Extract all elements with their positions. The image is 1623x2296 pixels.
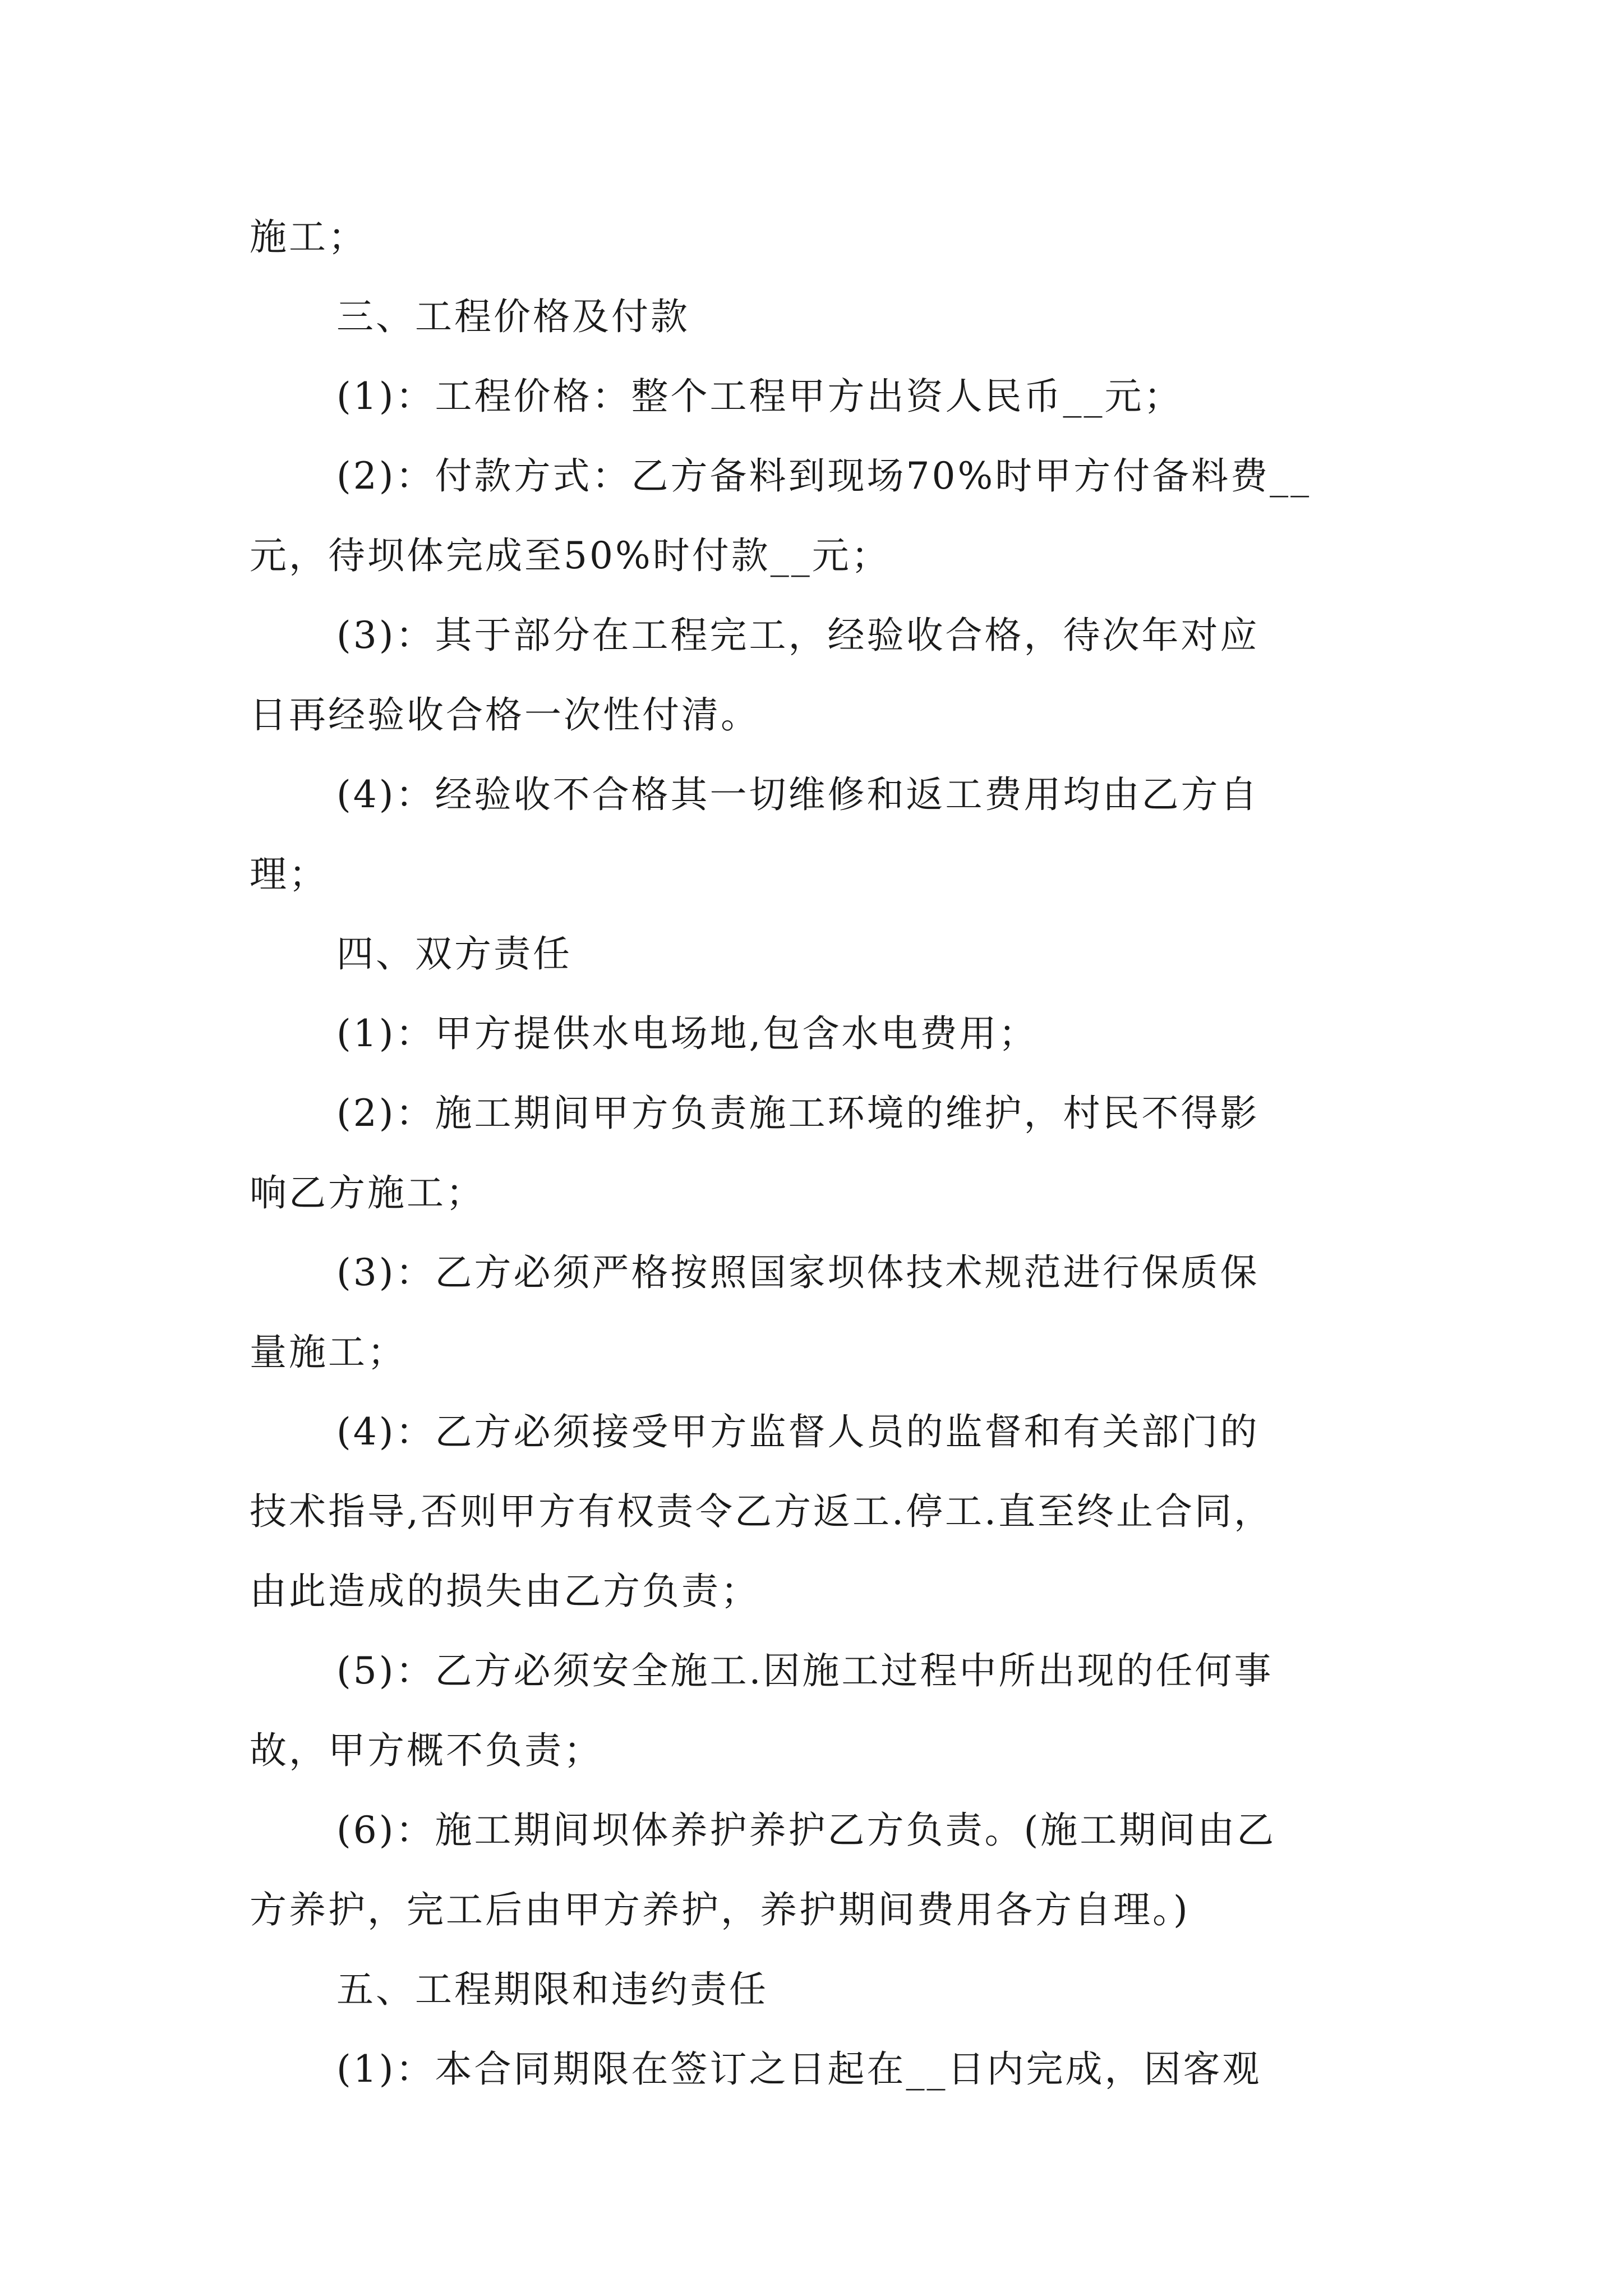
paragraph-line: (4)：经验收不合格其一切维修和返工费用均由乙方自 [336, 773, 1260, 816]
paragraph-line: 施工； [250, 215, 367, 259]
paragraph-line: (5)：乙方必须安全施工.因施工过程中所出现的任何事 [336, 1649, 1274, 1692]
paragraph-line: 技术指导,否则甲方有权责令乙方返工.停工.直至终止合同， [250, 1490, 1273, 1533]
paragraph-line: (1)：甲方提供水电场地,包含水电费用； [336, 1012, 1038, 1055]
paragraph-line: 故，甲方概不负责； [250, 1729, 603, 1772]
paragraph-line: 响乙方施工； [250, 1171, 485, 1214]
paragraph-line: (3)：乙方必须严格按照国家坝体技术规范进行保质保 [336, 1251, 1260, 1294]
paragraph-line: 方养护，完工后由甲方养护，养护期间费用各方自理。) [250, 1888, 1190, 1931]
paragraph-line: 日再经验收合格一次性付清。 [250, 693, 760, 737]
paragraph-line: 由此造成的损失由乙方负责； [250, 1570, 760, 1613]
paragraph-line: (3)：其于部分在工程完工，经验收合格，待次年对应 [336, 614, 1260, 657]
paragraph-line: (6)：施工期间坝体养护养护乙方负责。(施工期间由乙 [336, 1809, 1276, 1852]
paragraph-line: (2)：付款方式：乙方备料到现场70%时甲方付备料费__ [336, 454, 1312, 498]
paragraph-line: 量施工； [250, 1331, 407, 1374]
paragraph-line: (1)：工程价格：整个工程甲方出资人民币__元； [336, 375, 1183, 418]
paragraph-line: (4)：乙方必须接受甲方监督人员的监督和有关部门的 [336, 1410, 1260, 1453]
paragraph-line: 理； [250, 853, 328, 896]
section-heading-4: 四、双方责任 [336, 932, 572, 976]
paragraph-line: (1)：本合同期限在签订之日起在__日内完成，因客观 [336, 2047, 1262, 2091]
section-heading-3: 三、工程价格及付款 [336, 295, 690, 338]
paragraph-line: 元，待坝体完成至50%时付款__元； [250, 534, 891, 577]
section-heading-5: 五、工程期限和违约责任 [336, 1968, 768, 2011]
paragraph-line: (2)：施工期间甲方负责施工环境的维护，村民不得影 [336, 1092, 1260, 1135]
